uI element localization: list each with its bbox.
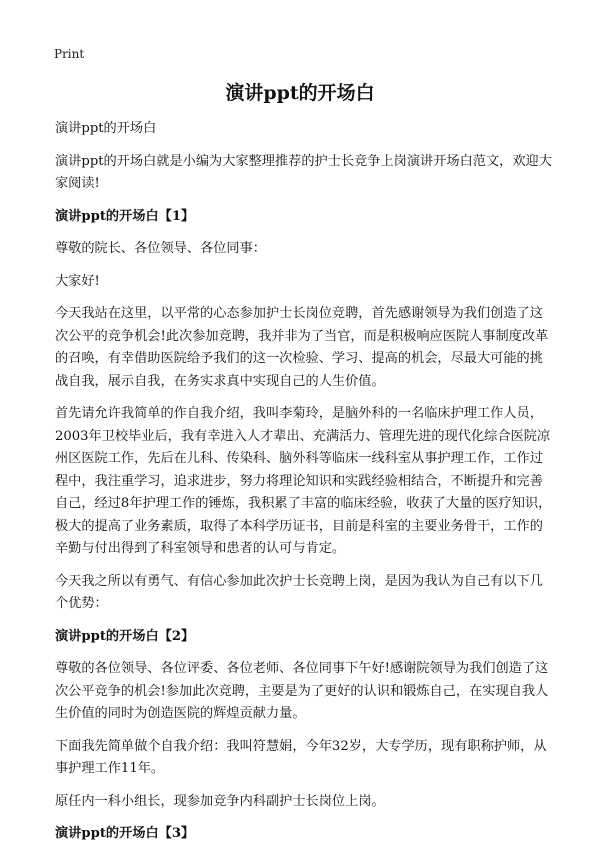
paragraph: 尊敬的各位领导、各位评委、各位老师、各位同事下午好!感谢院领导为我们创造了这次公平竞争的机会!参加此次竞聘，主要是为了更好的认识和锻炼自己，在实现自我人生价值的同时为创造医院的辉煌贡献力量。 bbox=[55, 661, 549, 721]
greeting: 大家好! bbox=[55, 273, 100, 289]
paragraph: 原任内一科小组长，现参加竞争内科副护士长岗位上岗。 bbox=[55, 793, 385, 809]
section-heading-3: 演讲ppt的开场白【3】 bbox=[55, 826, 195, 841]
paragraph: 今天我站在这里，以平常的心态参加护士长岗位竞聘，首先感谢领导为我们创造了这次公平的竞争机会!此次参加竞聘，我并非为了当官，而是积极响应医院人事制度改革的召唤，有幸借助医院给予我们的这一次检验、学习、提高的机会，尽最大可能的挑战自我，展示自我，在务实求真中实现自己的人生价值。 bbox=[55, 306, 549, 389]
print-link[interactable]: Print bbox=[54, 47, 85, 61]
section-heading-2: 演讲ppt的开场白【2】 bbox=[55, 628, 195, 644]
intro-paragraph: 演讲ppt的开场白就是小编为大家整理推荐的护士长竞争上岗演讲开场白范文，欢迎大家阅读! bbox=[55, 153, 552, 191]
subtitle-line: 演讲ppt的开场白 bbox=[55, 121, 157, 136]
section-heading-1: 演讲ppt的开场白【1】 bbox=[55, 208, 195, 224]
paragraph: 首先请允许我简单的作自我介绍，我叫李菊玲，是脑外科的一名临床护理工作人员，2003年卫校毕业后，我有幸进入人才辈出、充满活力、管理先进的现代化综合医院凉州区医院工作，先后在儿科、传染科、脑外科等临床一线科室从事护理工作，工作过程中，我注重学习，追求进步，努力将理论知识和实践经验相结合，不断提升和完善自己，经过8年护理工作的锤炼，我积累了丰富的临床经验，收获了大量的医疗知识，极大的提高了业务素质，取得了本科学历证书，目前是科室的主要业务骨干，工作的辛勤与付出得到了科室领导和患者的认可与肯定。 bbox=[55, 406, 552, 556]
paragraph: 今天我之所以有勇气、有信心参加此次护士长竞聘上岗，是因为我认为自己有以下几个优势： bbox=[55, 573, 543, 611]
article-body bbox=[55, 118, 553, 856]
salutation: 尊敬的院长、各位领导、各位同事： bbox=[55, 241, 266, 256]
paragraph: 下面我先简单做个自我介绍：我叫符慧娟，今年32岁，大专学历，现有职称护师，从事护理工作11年。 bbox=[55, 738, 547, 776]
page-title: 演讲ppt的开场白 bbox=[225, 82, 375, 104]
